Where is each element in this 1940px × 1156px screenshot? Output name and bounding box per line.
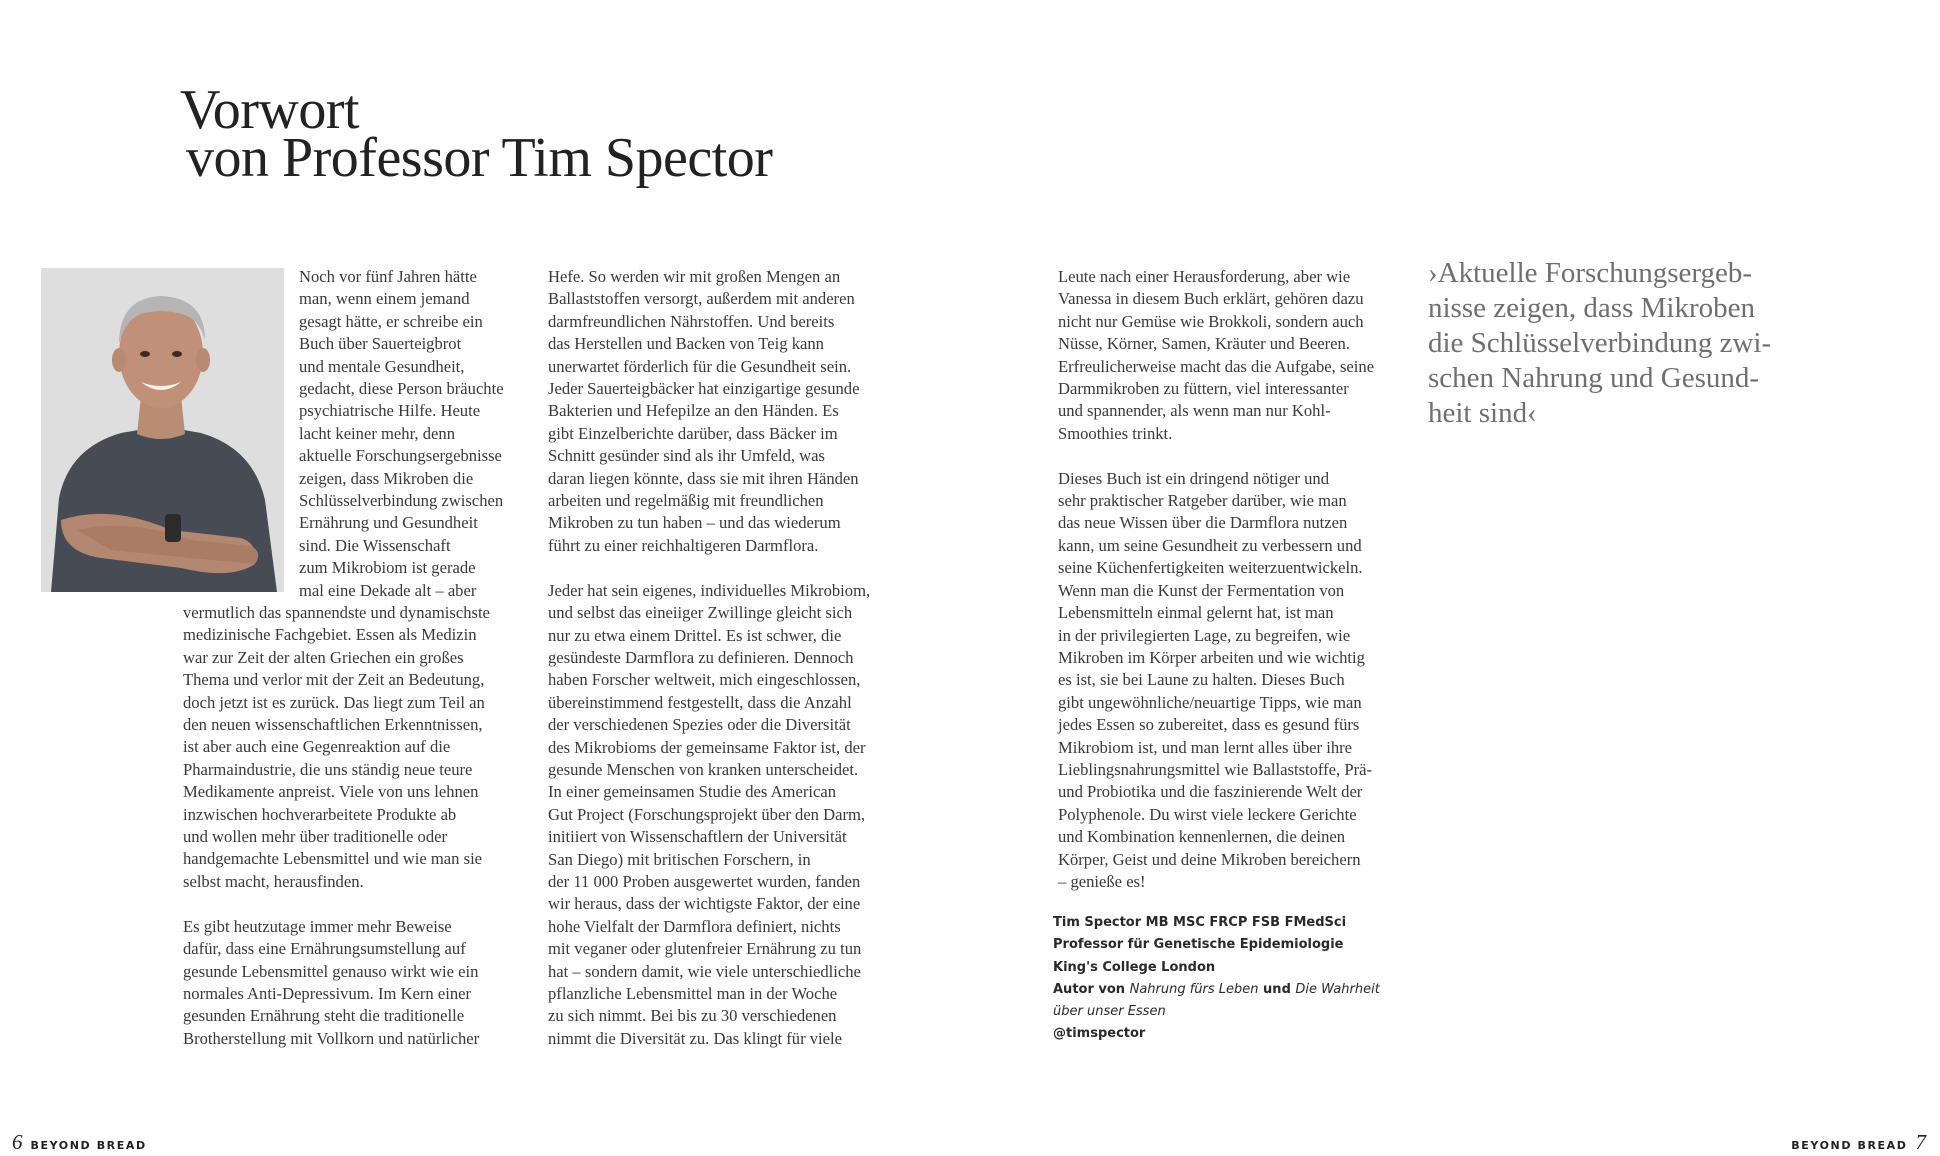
signature-name: Tim Spector MB MSC FRCP FSB FMedSci [1053,915,1347,930]
column3-text: Leute nach einer Herausforderung, aber wie Vanessa in diesem Buch erklärt, gehören dazu nicht nur Gemüse wie Brokkoli, sondern auch Nüsse, Körner, Samen, Kräuter und Beeren. Erfreulicherweise macht das die Aufgabe, seine Darmmikroben zu füttern, viel interessanter und spannender, als wenn man nur Kohl- Smoothies trinkt. Dieses Buch ist ein dringend nötiger und sehr praktischer Ratgeber darüber, wie man das neue Wissen über die Darmflora nutzen kann, um seine Gesundheit zu verbessern und seine Küchenfertigkeiten weiterzuentwickeln. Wenn man die Kunst der Fermentation von Lebensmitteln einmal gelernt hat, ist man in der privilegierten Lage, zu begreifen, wie Mikroben im Körper arbeiten und wie wichtig es ist, sie bei Laune zu halten. Dieses Buch gibt ungewöhnliche/neuartige Tipps, wie man jedes Essen so zubereitet, dass es gesund fürs Mikrobiom ist, und man lernt alles über ihre Lieblingsnahrungsmittel wie Ballaststoffe, Prä- und Probiotika und die faszinierende Welt der Polyphenole. Du wirst viele leckere Gerichte und Kombination kennenlernen, die deinen Körper, Geist und deine Mikroben bereichern – genieße es! [1058,267,1375,891]
page-title [180,78,773,189]
column1-bottom: vermutlich das spannendste und dynamischste medizinische Fachgebiet. Essen als Medizin war zur Zeit der alten Griechen ein großes Thema und verlor mit der Zeit an Bedeutung, doch jetzt ist es zurück. Das liegt zum Teil an den neuen wissenschaftlichen Erkenntnissen, ist aber auch eine Gegenreaktion auf die Pharmaindustrie, die uns ständig neue teure Medikamente anpreist. Viele von uns lehnen inzwischen hochverarbeitete Produkte ab und wollen mehr über traditionelle oder handgemachte Lebensmittel und wie man sie selbst macht, herausfinden. Es gibt heutzutage immer mehr Beweise dafür, dass eine Ernährungsumstellung auf gesunde Lebensmittel genauso wirkt wie ein normales Anti-Depressivum. Im Kern einer gesunden Ernährung steht die traditionelle Brotherstellung mit Vollkorn und natürlicher [183,603,490,1048]
author-portrait-photo [41,268,284,592]
signature-book1: Nahrung fürs Leben [1129,981,1259,997]
author-signature [1053,912,1380,1046]
signature-author-prefix: Autor von [1053,981,1130,997]
pull-quote: ›Aktuelle Forschungsergeb- nisse zeigen, dass Mikroben die Schlüsselverbindung zwi- schen Nahrung und Gesund- heit sind‹ [1428,257,1772,429]
footer-left-label: BEYOND BREAD [30,1139,147,1152]
signature-book2-part2: über unser Essen [1053,1004,1166,1020]
footer-left [12,1130,147,1155]
signature-book2-part1: Die Wahrheit [1295,981,1380,997]
column2-text: Hefe. So werden wir mit großen Mengen an Ballaststoffen versorgt, außerdem mit anderen darmfreundlichen Nährstoffen. Und bereits das Herstellen und Backen von Teig kann unerwartet förderlich für die Gesundheit sein. Jeder Sauerteigbäcker hat einzigartige gesunde Bakterien und Hefepilze an den Händen. Es gibt Einzelberichte darüber, dass Bäcker im Schnitt gesünder sind als ihr Umfeld, was daran liegen könnte, dass sie mit ihren Händen arbeiten und regelmäßig mit freundlichen Mikroben zu tun haben – und das wiederum führt zu einer reichhaltigeren Darmflora. Jeder hat sein eigenes, individuelles Mikrobiom, und selbst das eineiiger Zwillinge gleicht sich nur zu etwa einem Drittel. Es ist schwer, die gesündeste Darmflora zu definieren. Dennoch haben Forscher weltweit, mich eingeschlossen, übereinstimmend festgestellt, dass die Anzahl der verschiedenen Spezies oder die Diversität des Mikrobioms der gemeinsame Faktor ist, der gesunde Menschen von kranken unterscheidet. In einer gemeinsamen Studie des American Gut Project (Forschungsprojekt über den Darm, initiiert von Wissenschaftlern der Universität San Diego) mit britischen Forschern, in der 11 000 Proben ausgewertet wurden, fanden wir heraus, dass der wichtigste Faktor, der eine hohe Vielfalt der Darmflora definiert, nichts mit veganer oder glutenfreier Ernährung zu tun hat – sondern damit, wie viele unterschiedliche pflanzliche Lebensmittel man in der Woche zu sich nimmt. Bei bis zu 30 verschiedenen nimmt die Diversität zu. Das klingt für viele [548,267,871,1048]
title-line-2: von Professor Tim Spector [186,126,773,189]
signature-and: und [1258,981,1296,997]
footer-right-label: BEYOND BREAD [1791,1139,1908,1152]
title-line-1: Vorwort [180,78,360,141]
page-number-right: 7 [1915,1130,1926,1154]
signature-books-cont [1053,1001,1380,1023]
signature-role: Professor für Genetische Epidemiologie [1053,937,1344,953]
signature-institution: King's College London [1053,959,1216,975]
signature-handle: @timspector [1053,1026,1146,1042]
portrait-icon [41,268,284,592]
page-number-left: 6 [12,1130,23,1154]
column1-top: Noch vor fünf Jahren hätte man, wenn einem jemand gesagt hätte, er schreibe ein Buch über Sauerteigbrot und mentale Gesundheit, gedacht, diese Person bräuchte psychiatrische Hilfe. Heute lacht keiner mehr, denn aktuelle Forschungsergebnisse zeigen, dass Mikroben die Schlüsselverbindung zwischen Ernährung und Gesundheit sind. Die Wissenschaft zum Mikrobiom ist gerade mal eine Dekade alt – aber [299,267,504,600]
signature-books [1053,979,1380,1001]
footer-right [1791,1130,1926,1155]
